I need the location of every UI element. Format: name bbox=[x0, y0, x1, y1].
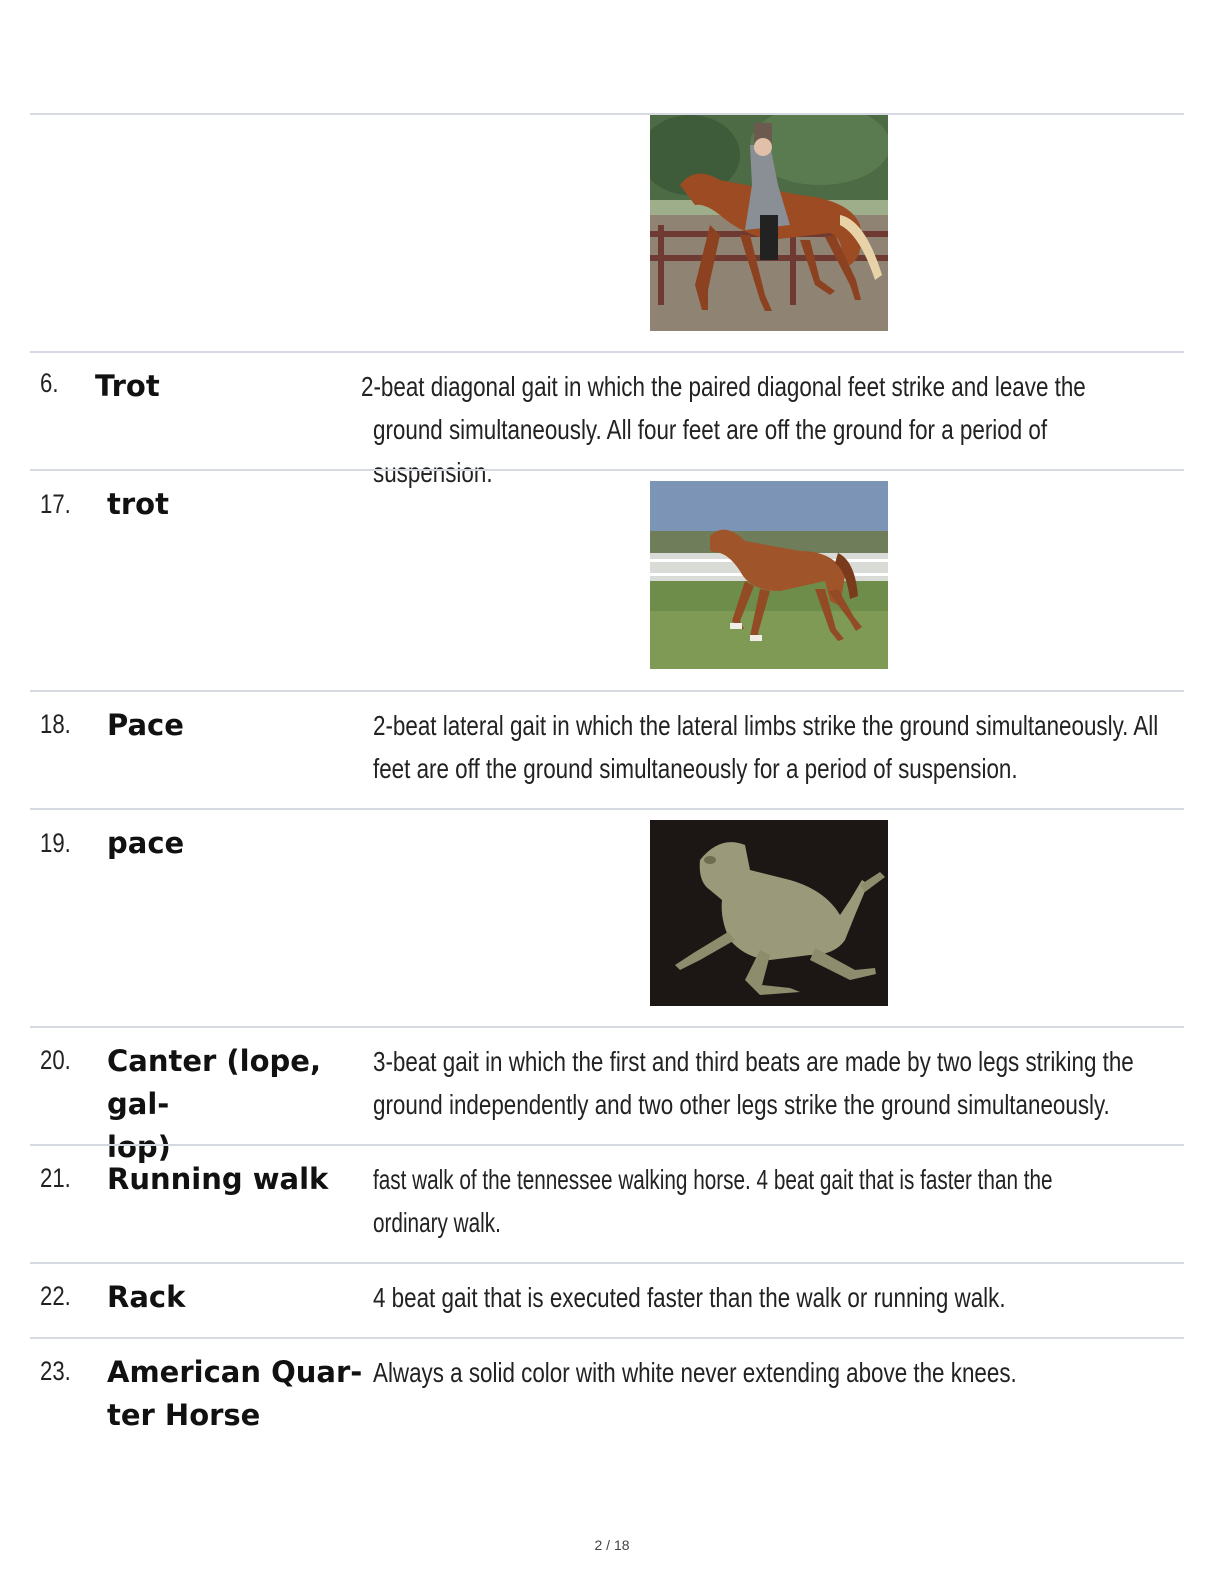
table-row bbox=[30, 469, 1184, 690]
term-label: trot bbox=[107, 487, 169, 521]
term-label bbox=[107, 1351, 372, 1437]
row-number: 20. bbox=[40, 1045, 71, 1075]
page-indicator: 2 / 18 bbox=[594, 1537, 630, 1553]
term-line: lop) bbox=[107, 1130, 171, 1164]
table-row bbox=[30, 113, 1184, 351]
row-number: 19. bbox=[40, 828, 71, 858]
flashcard-table bbox=[30, 113, 1184, 1447]
definition-paragraph: 2-beat diagonal gait in which the paired diagonal feet strike and leave the ground simultaneously. All four feet are off the ground for a period of suspension. bbox=[361, 371, 1086, 488]
definition-text: Always a solid color with white never extending above the knees. bbox=[373, 1357, 1017, 1388]
rider-horse-photo bbox=[650, 115, 888, 331]
bronze-horse-statue-photo bbox=[650, 820, 888, 1006]
term-label: Pace bbox=[107, 708, 184, 742]
row-number: 23. bbox=[40, 1356, 71, 1386]
term-label: Running walk bbox=[107, 1162, 329, 1196]
trotting-horse-photo bbox=[650, 481, 888, 669]
table-row bbox=[30, 1144, 1184, 1262]
row-number: 17. bbox=[40, 489, 71, 519]
definition-text: fast walk of the tennessee walking horse. 4 beat gait that is faster than the ordinary walk. bbox=[373, 1164, 1053, 1238]
table-row bbox=[30, 1262, 1184, 1337]
term-line: Canter (lope, gal- bbox=[107, 1044, 321, 1121]
definition-text: 3-beat gait in which the first and third beats are made by two legs striking the ground independently and two other legs strike the ground simultaneously. bbox=[373, 1046, 1134, 1120]
table-row bbox=[30, 1337, 1184, 1447]
definition-text: 4 beat gait that is executed faster than the walk or running walk. bbox=[373, 1282, 1006, 1313]
row-number: 22. bbox=[40, 1281, 71, 1311]
row-number: 21. bbox=[40, 1163, 71, 1193]
table-row bbox=[30, 690, 1184, 808]
row-number: 18. bbox=[40, 709, 71, 739]
term-label: pace bbox=[107, 826, 185, 860]
table-row bbox=[30, 351, 1184, 488]
term-line: American Quar- bbox=[107, 1355, 363, 1389]
table-row bbox=[30, 1026, 1184, 1164]
table-row bbox=[30, 808, 1184, 1026]
term-label: Trot bbox=[95, 369, 160, 403]
term-label: Rack bbox=[107, 1280, 186, 1314]
definition-text: 2-beat lateral gait in which the lateral limbs strike the ground simultaneously. All feet are off the ground simultaneously for a period of suspension. bbox=[373, 710, 1159, 784]
term-line: ter Horse bbox=[107, 1398, 261, 1432]
row-number: 6. bbox=[40, 368, 59, 398]
